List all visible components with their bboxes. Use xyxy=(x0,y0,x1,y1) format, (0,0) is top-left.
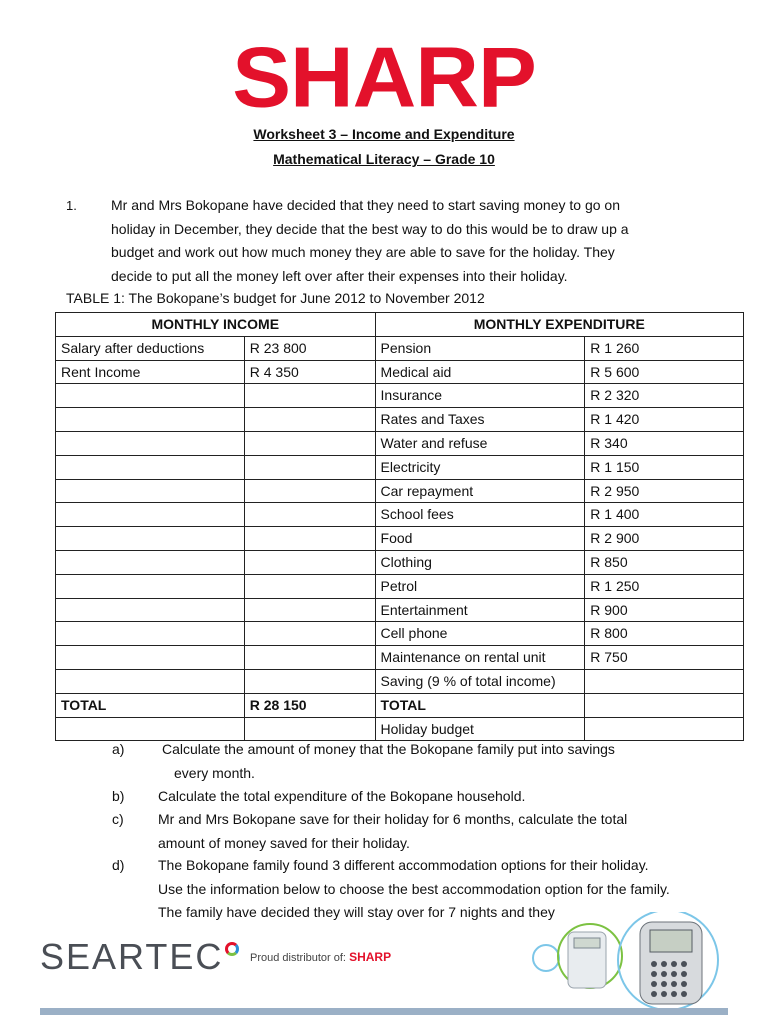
income-value xyxy=(244,431,375,455)
expense-value: R 5 600 xyxy=(585,360,744,384)
question-number: 1. xyxy=(66,198,77,213)
subquestion-c xyxy=(112,808,672,856)
expense-value: R 340 xyxy=(585,431,744,455)
table-row xyxy=(56,360,744,384)
income-label xyxy=(56,479,245,503)
income-label xyxy=(56,646,245,670)
income-label xyxy=(56,384,245,408)
income-label xyxy=(56,527,245,551)
income-value xyxy=(244,574,375,598)
expense-label: Rates and Taxes xyxy=(375,408,585,432)
expense-value: R 2 320 xyxy=(585,384,744,408)
table-row xyxy=(56,455,744,479)
subquestion-text: Calculate the amount of money that the Bokopane family put into savings xyxy=(162,741,615,757)
income-value: R 4 350 xyxy=(244,360,375,384)
table-row xyxy=(56,598,744,622)
distributor-brand: SHARP xyxy=(349,950,392,964)
subquestion-label: d) xyxy=(112,857,125,873)
subquestion-text: The Bokopane family found 3 different accommodation options for their holiday. Use the information below to choose the best accommodation option for the family. The family have decided they will stay over for 7 nights and they xyxy=(158,857,670,920)
expense-label: Food xyxy=(375,527,585,551)
expense-value: R 2 900 xyxy=(585,527,744,551)
holiday-budget-label: Holiday budget xyxy=(375,717,585,741)
expense-label: Pension xyxy=(375,336,585,360)
income-label xyxy=(56,574,245,598)
sharp-logo: SHARP xyxy=(232,29,536,125)
budget-table xyxy=(55,312,744,741)
income-value xyxy=(244,408,375,432)
expense-value: R 1 250 xyxy=(585,574,744,598)
expense-label: Cell phone xyxy=(375,622,585,646)
expense-label: Insurance xyxy=(375,384,585,408)
expense-value: R 1 420 xyxy=(585,408,744,432)
income-total-value: R 28 150 xyxy=(244,693,375,717)
table-row xyxy=(56,622,744,646)
table-row xyxy=(56,527,744,551)
income-value xyxy=(244,550,375,574)
table-header-row xyxy=(56,313,744,337)
total-row xyxy=(56,693,744,717)
income-label xyxy=(56,408,245,432)
distributor-text: Proud distributor of: xyxy=(250,952,346,964)
calculator-screen-icon xyxy=(650,930,692,952)
income-value: R 23 800 xyxy=(244,336,375,360)
subquestion-b xyxy=(112,785,672,809)
income-value xyxy=(244,479,375,503)
table-row xyxy=(56,384,744,408)
expenditure-header: MONTHLY EXPENDITURE xyxy=(375,313,743,337)
subquestion-label: b) xyxy=(112,788,125,804)
income-label xyxy=(56,431,245,455)
income-header: MONTHLY INCOME xyxy=(56,313,376,337)
table-row xyxy=(56,550,744,574)
expense-value: R 1 260 xyxy=(585,336,744,360)
table-row xyxy=(56,646,744,670)
subquestion-text-cont: every month. xyxy=(174,764,255,781)
expense-label: Medical aid xyxy=(375,360,585,384)
seartec-logo-text: SEARTEC xyxy=(40,936,224,977)
income-value xyxy=(244,384,375,408)
expense-value: R 2 950 xyxy=(585,479,744,503)
table-row xyxy=(56,336,744,360)
subquestion-a xyxy=(112,738,672,788)
seartec-logo xyxy=(40,936,239,978)
expense-total-label: TOTAL xyxy=(375,693,585,717)
income-value xyxy=(244,527,375,551)
subquestion-text: Calculate the total expenditure of the Bokopane household. xyxy=(158,788,526,804)
income-value xyxy=(244,669,375,693)
decor-circle-icon xyxy=(533,945,559,971)
income-value xyxy=(244,503,375,527)
income-value xyxy=(244,455,375,479)
income-label xyxy=(56,598,245,622)
expense-label: Water and refuse xyxy=(375,431,585,455)
expense-label: Saving (9 % of total income) xyxy=(375,669,585,693)
table-row xyxy=(56,431,744,455)
income-label xyxy=(56,550,245,574)
expense-value: R 1 150 xyxy=(585,455,744,479)
income-label xyxy=(56,455,245,479)
income-label xyxy=(56,503,245,527)
expense-value: R 800 xyxy=(585,622,744,646)
table-row xyxy=(56,669,744,693)
expense-label: Car repayment xyxy=(375,479,585,503)
expense-label: Electricity xyxy=(375,455,585,479)
subquestion-label: a) xyxy=(112,741,125,757)
table-row xyxy=(56,479,744,503)
subquestion-text: Mr and Mrs Bokopane save for their holiday for 6 months, calculate the total amount of money saved for their holiday. xyxy=(158,811,628,851)
income-total-label: TOTAL xyxy=(56,693,245,717)
table-row xyxy=(56,574,744,598)
expense-label: Petrol xyxy=(375,574,585,598)
seartec-mark-icon xyxy=(225,942,239,956)
income-label xyxy=(56,622,245,646)
income-value xyxy=(244,646,375,670)
worksheet-title: Worksheet 3 – Income and Expenditure xyxy=(253,126,515,142)
table-row xyxy=(56,503,744,527)
income-label: Rent Income xyxy=(56,360,245,384)
expense-value: R 850 xyxy=(585,550,744,574)
calculator-graphic xyxy=(528,912,728,1008)
expense-label: School fees xyxy=(375,503,585,527)
table-row xyxy=(56,408,744,432)
footer-bar xyxy=(40,1008,728,1015)
expense-label: Maintenance on rental unit xyxy=(375,646,585,670)
subquestion-label: c) xyxy=(112,811,124,827)
question-text: Mr and Mrs Bokopane have decided that they need to start saving money to go on holiday in December, they decide that the best way to do this would be to draw up a budget and work out how much money they are able to save for the holiday. They decide to put all the money left over after their expenses into their holiday. xyxy=(111,197,629,284)
income-label: Salary after deductions xyxy=(56,336,245,360)
distributor-note xyxy=(250,950,391,964)
income-value xyxy=(244,598,375,622)
expense-label: Entertainment xyxy=(375,598,585,622)
income-label xyxy=(56,669,245,693)
expense-value: R 750 xyxy=(585,646,744,670)
table-caption: TABLE 1: The Bokopane’s budget for June 2012 to November 2012 xyxy=(66,290,485,306)
income-value xyxy=(244,622,375,646)
expense-total-value xyxy=(585,693,744,717)
expense-value: R 900 xyxy=(585,598,744,622)
expense-label: Clothing xyxy=(375,550,585,574)
calculator-screen-icon xyxy=(574,938,600,948)
subject-title: Mathematical Literacy – Grade 10 xyxy=(273,151,495,167)
expense-value: R 1 400 xyxy=(585,503,744,527)
expense-value xyxy=(585,669,744,693)
